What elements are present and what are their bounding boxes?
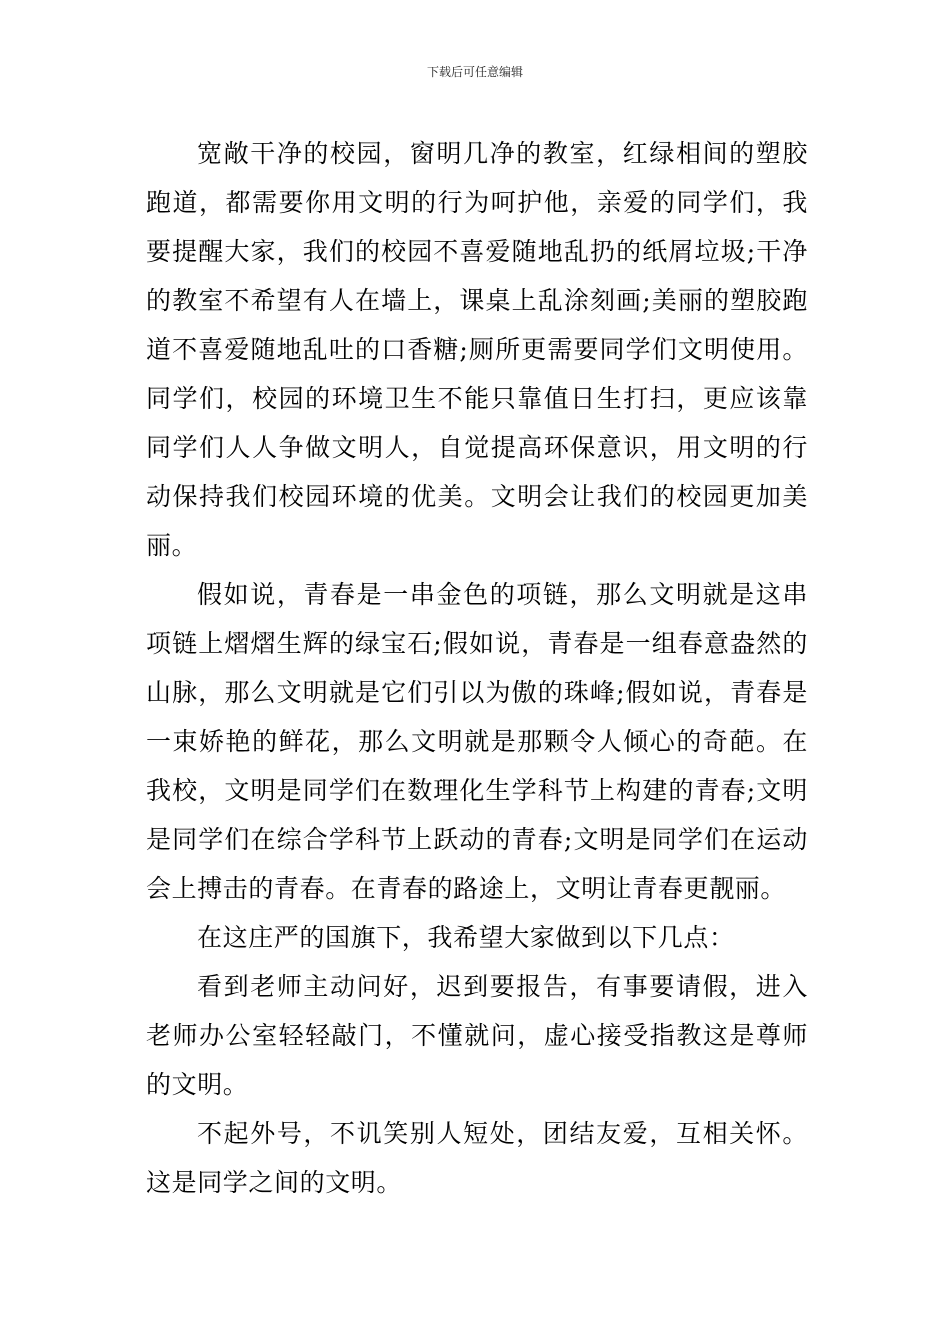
paragraph-campus-environment: 宽敞干净的校园，窗明几净的教室，红绿相间的塑胶跑道，都需要你用文明的行为呵护他，亲爱的同学们，我要提醒大家，我们的校园不喜爱随地乱扔的纸屑垃圾;干净的教室不希望有人在墙上，课桌上乱涂刻画;美丽的塑胶跑道不喜爱随地乱吐的口香糖;厕所更需要同学们文明使用。同学们，校园的环境卫生不能只靠值日生打扫，更应该靠同学们人人争做文明人，自觉提高环保意识，用文明的行动保持我们校园环境的优美。文明会让我们的校园更加美丽。 [146, 139, 808, 560]
paragraph-youth-civility: 假如说，青春是一串金色的项链，那么文明就是这串项链上熠熠生辉的绿宝石;假如说，青春是一组春意盎然的山脉，那么文明就是它们引以为傲的珠峰;假如说，青春是一束娇艳的鲜花，那么文明就是那颗令人倾心的奇葩。在我校，文明是同学们在数理化生学科节上构建的青春;文明是同学们在综合学科节上跃动的青春;文明是同学们在运动会上搏击的青春。在青春的路途上，文明让青春更靓丽。 [146, 580, 808, 903]
paragraph-classmate-civility: 不起外号，不讥笑别人短处，团结友爱，互相关怀。这是同学之间的文明。 [146, 1119, 808, 1197]
paragraph-respect-teachers: 看到老师主动问好，迟到要报告，有事要请假，进入老师办公室轻轻敲门，不懂就问，虚心接受指教这是尊师的文明。 [146, 972, 808, 1099]
document-body [146, 129, 808, 1207]
page-header-note: 下载后可任意编辑 [426, 65, 523, 79]
paragraph-flag-intro: 在这庄严的国旗下，我希望大家做到以下几点： [197, 923, 735, 952]
